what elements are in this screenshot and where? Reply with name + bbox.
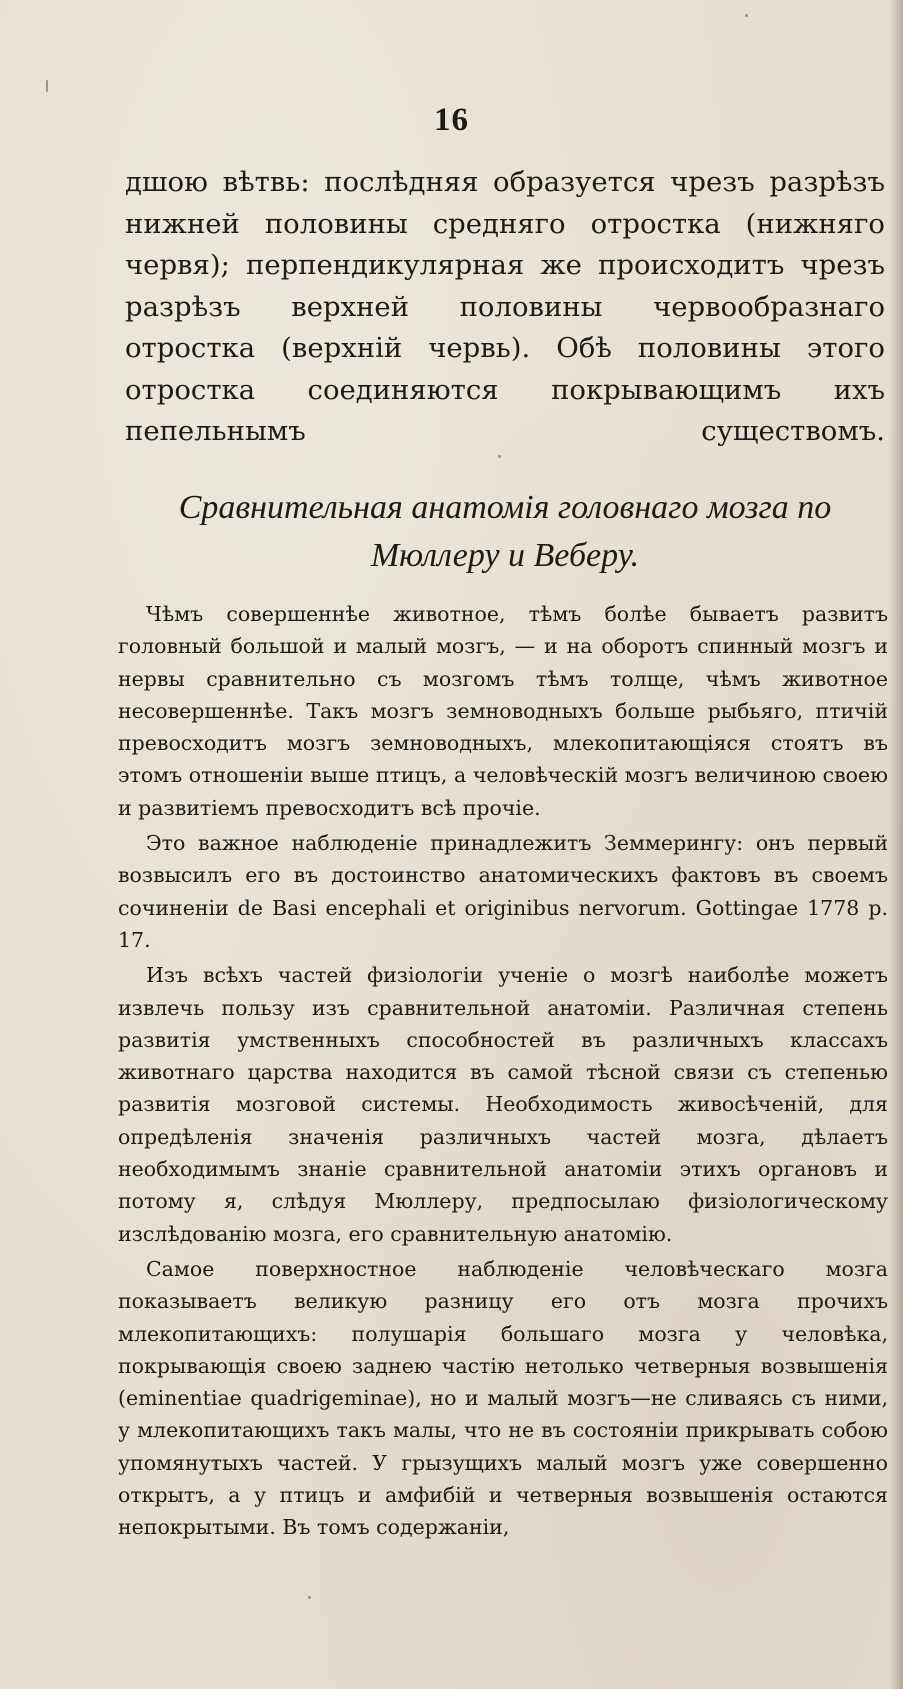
page-number: 16 [434, 102, 469, 138]
paragraph-2: Это важное наблюденіе принадлежитъ Земмерингу: онъ первый возвысилъ его въ достоинство анатомическихъ фактовъ въ своемъ сочиненіи de Basi encephali et originibus nervorum. Gottingae 1778 p. 17. [118, 831, 888, 952]
page-edge-shadow [889, 0, 903, 1689]
paper-speck [46, 80, 48, 92]
paragraph-1: Чѣмъ совершеннѣе животное, тѣмъ болѣе бываетъ развитъ головный большой и малый мозгъ, — и на оборотъ спинный мозгъ и нервы сравнительно съ мозгомъ тѣмъ толще, чѣмъ животное несовершеннѣе. Такъ мозгъ земноводныхъ больше рыбьяго, птичій превосходитъ мозгъ земноводныхъ, млекопитающіяся стоятъ въ этомъ отношеніи выше птицъ, а человѣческій мозгъ величиною своею и развитіемъ превосходитъ всѣ прочіе. [118, 602, 888, 820]
paper-speck [214, 1460, 216, 1470]
section-heading: Сравнительная анатомія головнаго мозга по Мюллеру и Веберу. [178, 489, 832, 574]
paragraph-4: Самое поверхностное наблюденіе человѣческаго мозга показываетъ великую разницу его отъ мозга прочихъ млекопитающихъ: полушарія большаго мозга у человѣка, покрывающія своею заднею частію нетолько четверныя возвышенія (eminentiae quadrigeminae), но и малый мозгъ—не сливаясь съ ними, у млекопитающихъ такъ малы, что не въ состояніи прикрывать собою упомянутыхъ частей. У грызущихъ малый мозгъ уже совершенно открытъ, а у птицъ и амфибій и четверныя возвышенія остаются непокрытыми. Въ томъ содержаніи, [118, 1256, 888, 1540]
paper-speck [308, 1596, 311, 1599]
paper-speck [498, 455, 501, 458]
body-text [118, 598, 888, 1547]
intro-paragraph [125, 162, 885, 453]
intro-text: дшою вѣтвь: послѣдняя образуется чрезъ разрѣзъ нижней половины средняго отростка (нижняго червя); перпендикулярная же происходитъ чрезъ разрѣзъ верхней половины червообразнаго отростка (верхній червь). Обѣ половины этого отростка соединяются покрывающимъ ихъ пепельнымъ существомъ. [125, 166, 885, 447]
paper-speck [745, 14, 748, 17]
paragraph-3: Изъ всѣхъ частей физіологіи ученіе о мозгѣ наиболѣе можетъ извлечь пользу изъ сравнительной анатоміи. Различная степень развитія умственныхъ способностей въ различныхъ классахъ животнаго царства находится въ самой тѣсной связи съ степенью развитія мозговой системы. Необходимость живосѣченій, для опредѣленія значенія различныхъ частей мозга, дѣлаетъ необходимымъ знаніе сравнительной анатоміи этихъ органовъ и потому я, слѣдуя Мюллеру, предпосылаю физіологическому изслѣдованію мозга, его сравнительную анатомію. [118, 963, 888, 1246]
